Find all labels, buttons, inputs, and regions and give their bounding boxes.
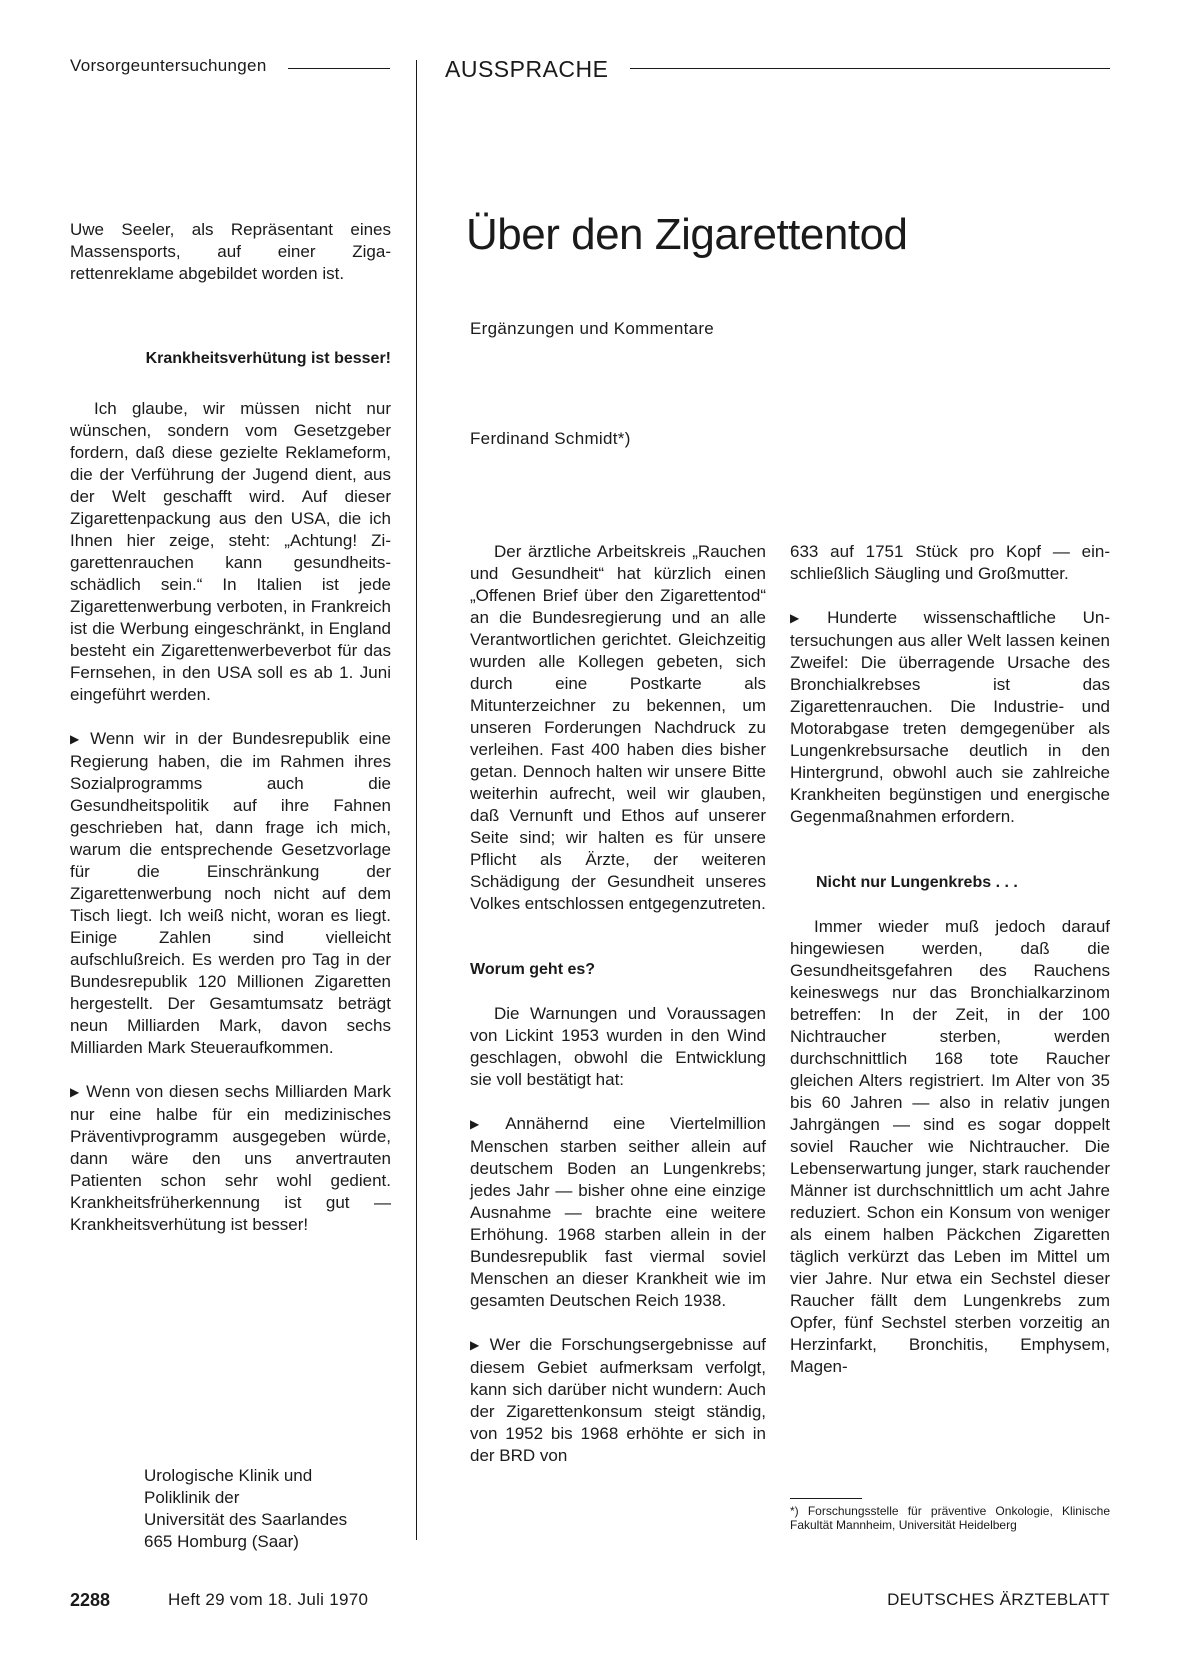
article-title: Über den Zigarettentod bbox=[466, 210, 908, 259]
bullet-paragraph: ▶ Wer die Forschungsergebnisse auf diesem Gebiet aufmerksam verfolgt, kann sich darüber nicht wundern: Auch der Zigarettenkonsum steigt ständig, von 1952 bis 1968 erhöhte er sich in der BRD von bbox=[470, 1334, 766, 1467]
address-block bbox=[144, 1465, 347, 1553]
section-label-left: Vorsorgeuntersuchungen bbox=[70, 56, 267, 75]
bullet-paragraph: ▶ Wenn wir in der Bundesrepublik eine Regierung haben, die im Rahmen ihres Sozialprogramms auch die Gesundheitspolitik auf ihre Fahnen geschrieben hat, dann frage ich mich, warum die entsprechende Gesetzvorlage für die Einschränkung der Zigarettenwerbung noch nicht auf dem Tisch liegt. Ich weiß nicht, woran es liegt. Einige Zahlen sind vielleicht aufschlußreich. Es werden pro Tag in der Bundesrepublik 120 Millionen Zigaretten hergestellt. Der Gesamtumsatz beträgt neun Milliarden Mark, davon sechs Milliarden Mark Steueraufkommen. bbox=[70, 728, 391, 1059]
paragraph: Die Warnungen und Voraussagen von Lickint 1953 wurden in den Wind geschlagen, obwohl die Entwicklung sie voll bestätigt hat: bbox=[470, 1004, 766, 1089]
intro-paragraph: Uwe Seeler, als Repräsentant eines Massensports, auf einer Zigarettenreklame abgebildet worden ist. bbox=[70, 220, 391, 283]
journal-name: DEUTSCHES ÄRZTEBLATT bbox=[887, 1590, 1110, 1609]
footnote-rule bbox=[790, 1498, 862, 1499]
paragraph: Immer wieder muß jedoch darauf hingewiesen werden, daß die Gesundheitsgefahren des Rauchens keineswegs nur das Bronchialkarzinom betreffen: In der Zeit, in der 100 Nichtraucher sterben, werden durchschnittlich 168 tote Raucher gleichen Alters registriert. Im Alter von 35 bis 60 Jahren — also in relativ jungen Jahrgängen — sind es sogar doppelt soviel Raucher wie Nichtraucher. Die Lebenserwartung junger, stark rauchender Männer ist durchschnittlich um acht Jahre reduziert. Schon ein Konsum von weniger als einem halben Päckchen Zigaretten täglich verkürzt das Leben im Mittel um vier Jahre. Nur etwa ein Sechstel dieser Raucher fällt dem Lungenkrebs zum Opfer, fünf Sechstel sterben vorzeitig an Herzinfarkt, Bronchitis, Emphysem, Magen- bbox=[790, 917, 1110, 1376]
header-rule-left bbox=[288, 68, 390, 69]
bullet-paragraph: ▶ Annähernd eine Viertelmillion Menschen starben seither allein auf deutschem Boden an Lungenkrebs; jedes Jahr — bisher ohne eine einzige Ausnahme — brachte eine weitere Erhöhung. 1968 starben allein in der Bundesrepublik fast viermal soviel Menschen an dieser Krankheit wie im gesamten Deutschen Reich 1938. bbox=[470, 1113, 766, 1312]
address-line: 665 Homburg (Saar) bbox=[144, 1532, 299, 1551]
paragraph: 633 auf 1751 Stück pro Kopf — einschließlich Säugling und Großmutter. bbox=[790, 542, 1110, 583]
section-label-right: AUSSPRACHE bbox=[445, 56, 609, 82]
right-column bbox=[790, 541, 1110, 1378]
bullet-paragraph: ▶ Hunderte wissenschaftliche Untersuchungen aus aller Welt lassen keinen Zweifel: Die überragende Ursache des Bronchialkrebses ist das Zigarettenrauchen. Die Industrie- und Motorabgase treten demgegenüber als Lungenkrebsursache deutlich in den Hintergrund, obwohl auch sie zahlreiche Krankheiten begünstigen und energische Gegenmaßnahmen erfordern. bbox=[790, 607, 1110, 828]
article-author: Ferdinand Schmidt*) bbox=[470, 429, 631, 448]
paragraph: Ich glaube, wir müssen nicht nur wünschen, sondern vom Gesetzgeber fordern, daß diese gezielte Reklameform, die der Verführung der Jugend dient, aus der Welt geschafft wird. Auf dieser Zigarettenpackung aus den USA, die ich Ihnen hier zeige, steht: „Achtung! Zigarettenrauchen kann gesundheitsschädlich sein.“ In Italien ist jede Zigarettenwerbung verboten, in Frankreich ist die Werbung eingeschränkt, in England besteht ein Zigarettenwerbeverbot für das Fernsehen, in den USA soll es ab 1. Juni eingeführt werden. bbox=[70, 399, 391, 704]
left-column-body bbox=[70, 398, 391, 1236]
middle-column bbox=[470, 541, 766, 1467]
article-subtitle: Ergänzungen und Kommentare bbox=[470, 319, 715, 338]
header-rule-right bbox=[630, 68, 1110, 69]
heading-worum-geht-es: Worum geht es? bbox=[470, 961, 596, 978]
address-line: Urologische Klinik und bbox=[144, 1466, 313, 1485]
address-line: Poliklinik der bbox=[144, 1488, 240, 1507]
page-number: 2288 bbox=[70, 1590, 111, 1610]
heading-krankheitsverhuetung: Krankheitsverhütung ist besser! bbox=[145, 350, 391, 367]
address-line: Universität des Saarlandes bbox=[144, 1510, 348, 1529]
column-divider bbox=[416, 60, 417, 1540]
paragraph: Der ärztliche Arbeitskreis „Rauchen und Gesundheit“ hat kürzlich einen „Offenen Brief über den Zigarettentod“ an die Bundesregierung und an alle Verantwortlichen gerichtet. Gleichzeitig wurden alle Kollegen gebeten, sich durch eine Postkarte als Mitunterzeichner zu bekennen, um unseren Forderungen Nachdruck zu verleihen. Fast 400 haben dies bisher getan. Dennoch halten wir unsere Bitte weiterhin aufrecht, weil wir glauben, daß Vernunft und Ethos auf unserer Seite sind; wir halten es für unsere Pflicht als Ärzte, der weiteren Schädigung der Gesundheit unseres Volkes entschlossen entgegenzutreten. bbox=[470, 542, 766, 913]
bullet-paragraph: ▶ Wenn von diesen sechs Milliarden Mark nur eine halbe für ein medizinisches Präventivprogramm ausgegeben würde, dann wäre den uns anvertrauten Patienten schon sehr wohl gedient. Krankheitsfrüherkennung ist gut — Krankheitsverhütung ist besser! bbox=[70, 1081, 391, 1236]
left-column bbox=[70, 219, 391, 285]
footnote: *) Forschungsstelle für präventive Onkologie, Klinische Fakultät Mannheim, Universität Heidelberg bbox=[790, 1504, 1110, 1532]
heading-nicht-nur-lungenkrebs: Nicht nur Lungenkrebs . . . bbox=[816, 874, 1018, 891]
issue-info: Heft 29 vom 18. Juli 1970 bbox=[168, 1590, 369, 1609]
